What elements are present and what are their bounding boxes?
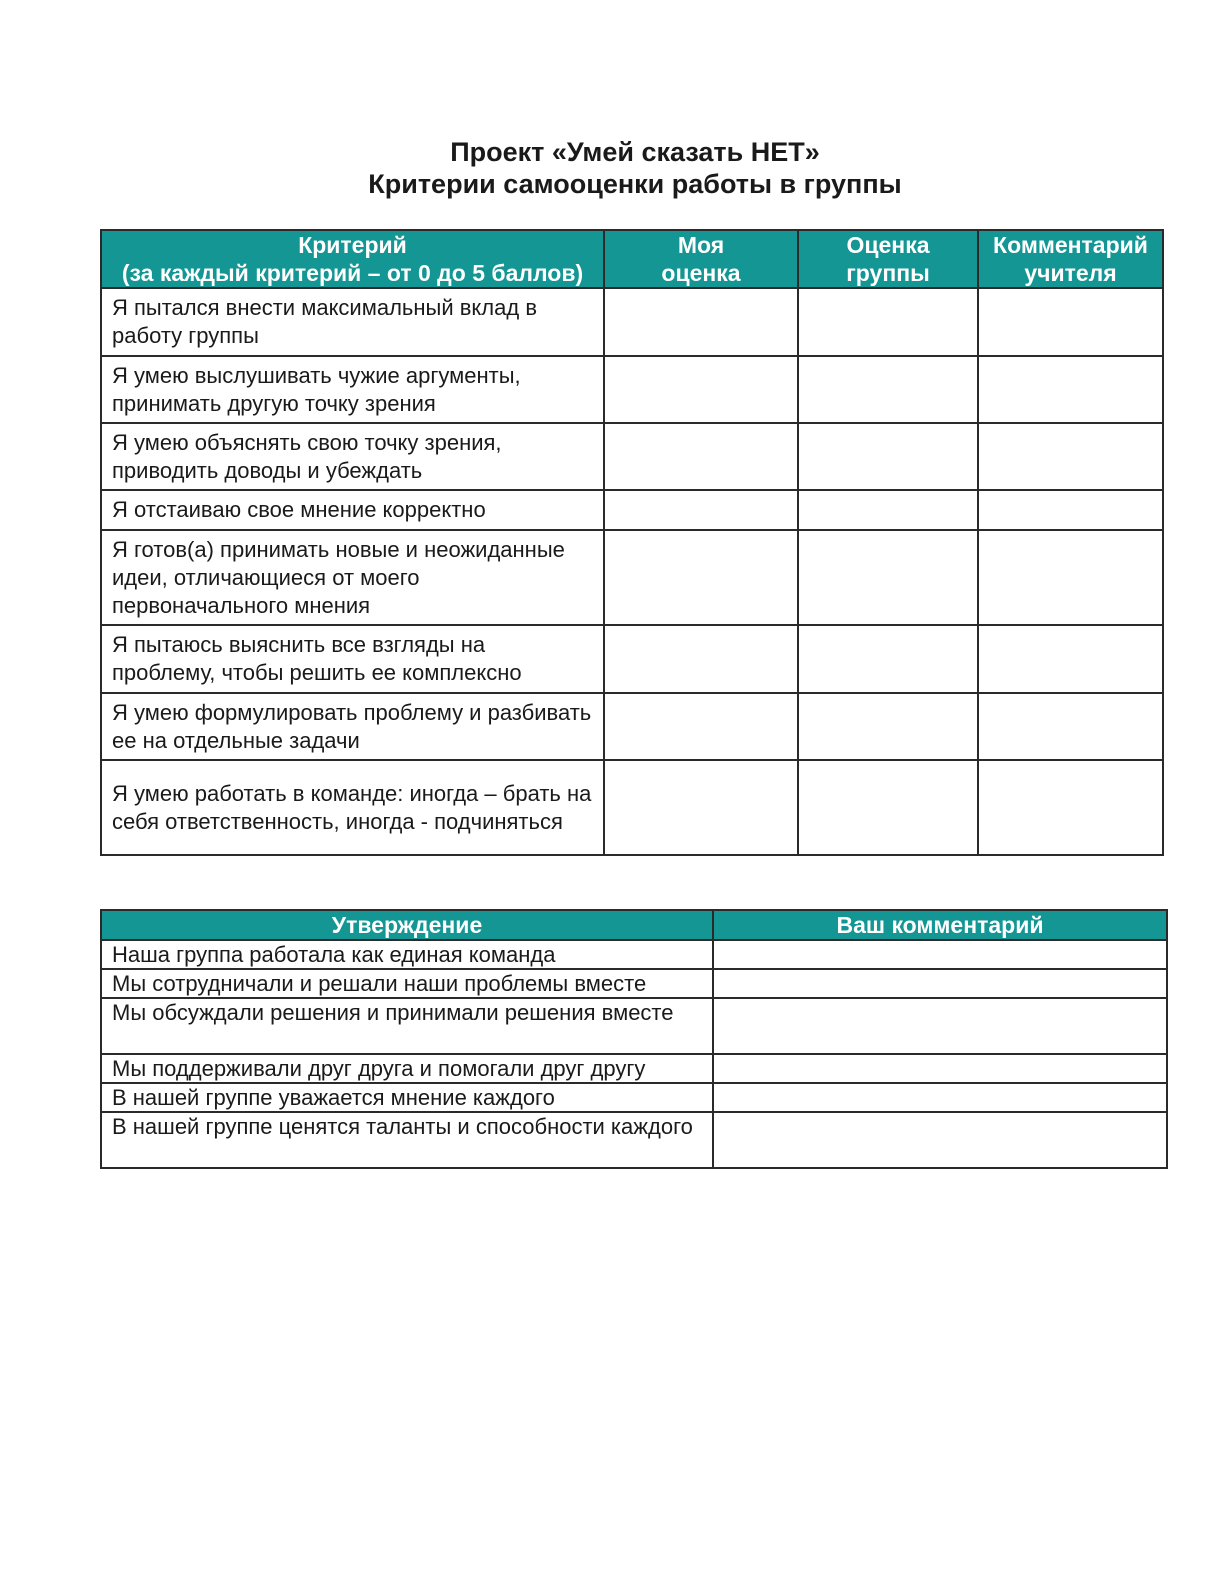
statement-cell: В нашей группе ценятся таланты и способности каждого — [101, 1112, 713, 1168]
teacher-comment-column-header — [978, 230, 1163, 288]
statement-cell: Мы поддерживали друг друга и помогали друг другу — [101, 1054, 713, 1083]
my-score-cell[interactable] — [604, 530, 798, 625]
teacher-comment-cell[interactable] — [978, 490, 1163, 530]
my-score-header-line2: оценка — [661, 260, 741, 286]
statement-row — [101, 940, 1167, 969]
statement-row — [101, 1083, 1167, 1112]
statements-table — [100, 909, 1168, 1169]
comment-cell[interactable] — [713, 969, 1167, 998]
my-score-column-header — [604, 230, 798, 288]
criterion-cell: Я готов(а) принимать новые и неожиданные идеи, отличающиеся от моего первоначального мнения — [101, 530, 604, 625]
criterion-column-header — [101, 230, 604, 288]
statement-cell: Мы обсуждали решения и принимали решения вместе — [101, 998, 713, 1054]
statement-cell: В нашей группе уважается мнение каждого — [101, 1083, 713, 1112]
statement-cell: Мы сотрудничали и решали наши проблемы вместе — [101, 969, 713, 998]
criterion-cell: Я умею выслушивать чужие аргументы, принимать другую точку зрения — [101, 356, 604, 423]
statement-row — [101, 969, 1167, 998]
teacher-comment-cell[interactable] — [978, 356, 1163, 423]
teacher-comment-cell[interactable] — [978, 288, 1163, 356]
teacher-comment-cell[interactable] — [978, 625, 1163, 693]
criteria-row — [101, 625, 1163, 693]
group-score-column-header — [798, 230, 978, 288]
my-score-cell[interactable] — [604, 356, 798, 423]
group-score-cell[interactable] — [798, 490, 978, 530]
teacher-comment-cell[interactable] — [978, 693, 1163, 760]
criterion-cell: Я пытался внести максимальный вклад в работу группы — [101, 288, 604, 356]
group-score-header-line1: Оценка — [846, 232, 930, 258]
criterion-cell: Я умею формулировать проблему и разбивать ее на отдельные задачи — [101, 693, 604, 760]
group-score-cell[interactable] — [798, 530, 978, 625]
criterion-header-line1: Критерий — [298, 232, 407, 258]
group-score-header-line2: группы — [846, 260, 930, 286]
criterion-cell: Я умею работать в команде: иногда – брать на себя ответственность, иногда - подчиняться — [101, 760, 604, 855]
statement-row — [101, 1112, 1167, 1168]
statements-header-row — [101, 910, 1167, 940]
teacher-comment-header-line2: учителя — [1024, 260, 1117, 286]
criterion-cell: Я умею объяснять свою точку зрения, приводить доводы и убеждать — [101, 423, 604, 490]
group-score-cell[interactable] — [798, 356, 978, 423]
statement-column-header: Утверждение — [101, 910, 713, 940]
criteria-header-row — [101, 230, 1163, 288]
statement-row — [101, 1054, 1167, 1083]
comment-cell[interactable] — [713, 1054, 1167, 1083]
group-score-cell[interactable] — [798, 423, 978, 490]
criteria-row — [101, 530, 1163, 625]
criteria-row — [101, 760, 1163, 855]
criteria-row — [101, 423, 1163, 490]
criterion-cell: Я отстаиваю свое мнение корректно — [101, 490, 604, 530]
comment-cell[interactable] — [713, 1112, 1167, 1168]
my-score-cell[interactable] — [604, 288, 798, 356]
page-subtitle: Критерии самооценки работы в группы — [368, 169, 902, 199]
teacher-comment-header-line1: Комментарий — [993, 232, 1148, 258]
page-title: Проект «Умей сказать НЕТ» — [450, 137, 820, 167]
group-score-cell[interactable] — [798, 760, 978, 855]
teacher-comment-cell[interactable] — [978, 423, 1163, 490]
comment-cell[interactable] — [713, 940, 1167, 969]
criteria-table — [100, 229, 1164, 856]
group-score-cell[interactable] — [798, 693, 978, 760]
criteria-row — [101, 490, 1163, 530]
criteria-row — [101, 288, 1163, 356]
comment-column-header: Ваш комментарий — [713, 910, 1167, 940]
criteria-row — [101, 693, 1163, 760]
teacher-comment-cell[interactable] — [978, 530, 1163, 625]
group-score-cell[interactable] — [798, 625, 978, 693]
my-score-header-line1: Моя — [677, 232, 725, 258]
comment-cell[interactable] — [713, 1083, 1167, 1112]
my-score-cell[interactable] — [604, 693, 798, 760]
my-score-cell[interactable] — [604, 423, 798, 490]
statement-cell: Наша группа работала как единая команда — [101, 940, 713, 969]
criterion-header-line2: (за каждый критерий – от 0 до 5 баллов) — [121, 260, 584, 286]
group-score-cell[interactable] — [798, 288, 978, 356]
my-score-cell[interactable] — [604, 625, 798, 693]
my-score-cell[interactable] — [604, 760, 798, 855]
my-score-cell[interactable] — [604, 490, 798, 530]
statement-row — [101, 998, 1167, 1054]
criterion-cell: Я пытаюсь выяснить все взгляды на проблему, чтобы решить ее комплексно — [101, 625, 604, 693]
comment-cell[interactable] — [713, 998, 1167, 1054]
criteria-row — [101, 356, 1163, 423]
teacher-comment-cell[interactable] — [978, 760, 1163, 855]
